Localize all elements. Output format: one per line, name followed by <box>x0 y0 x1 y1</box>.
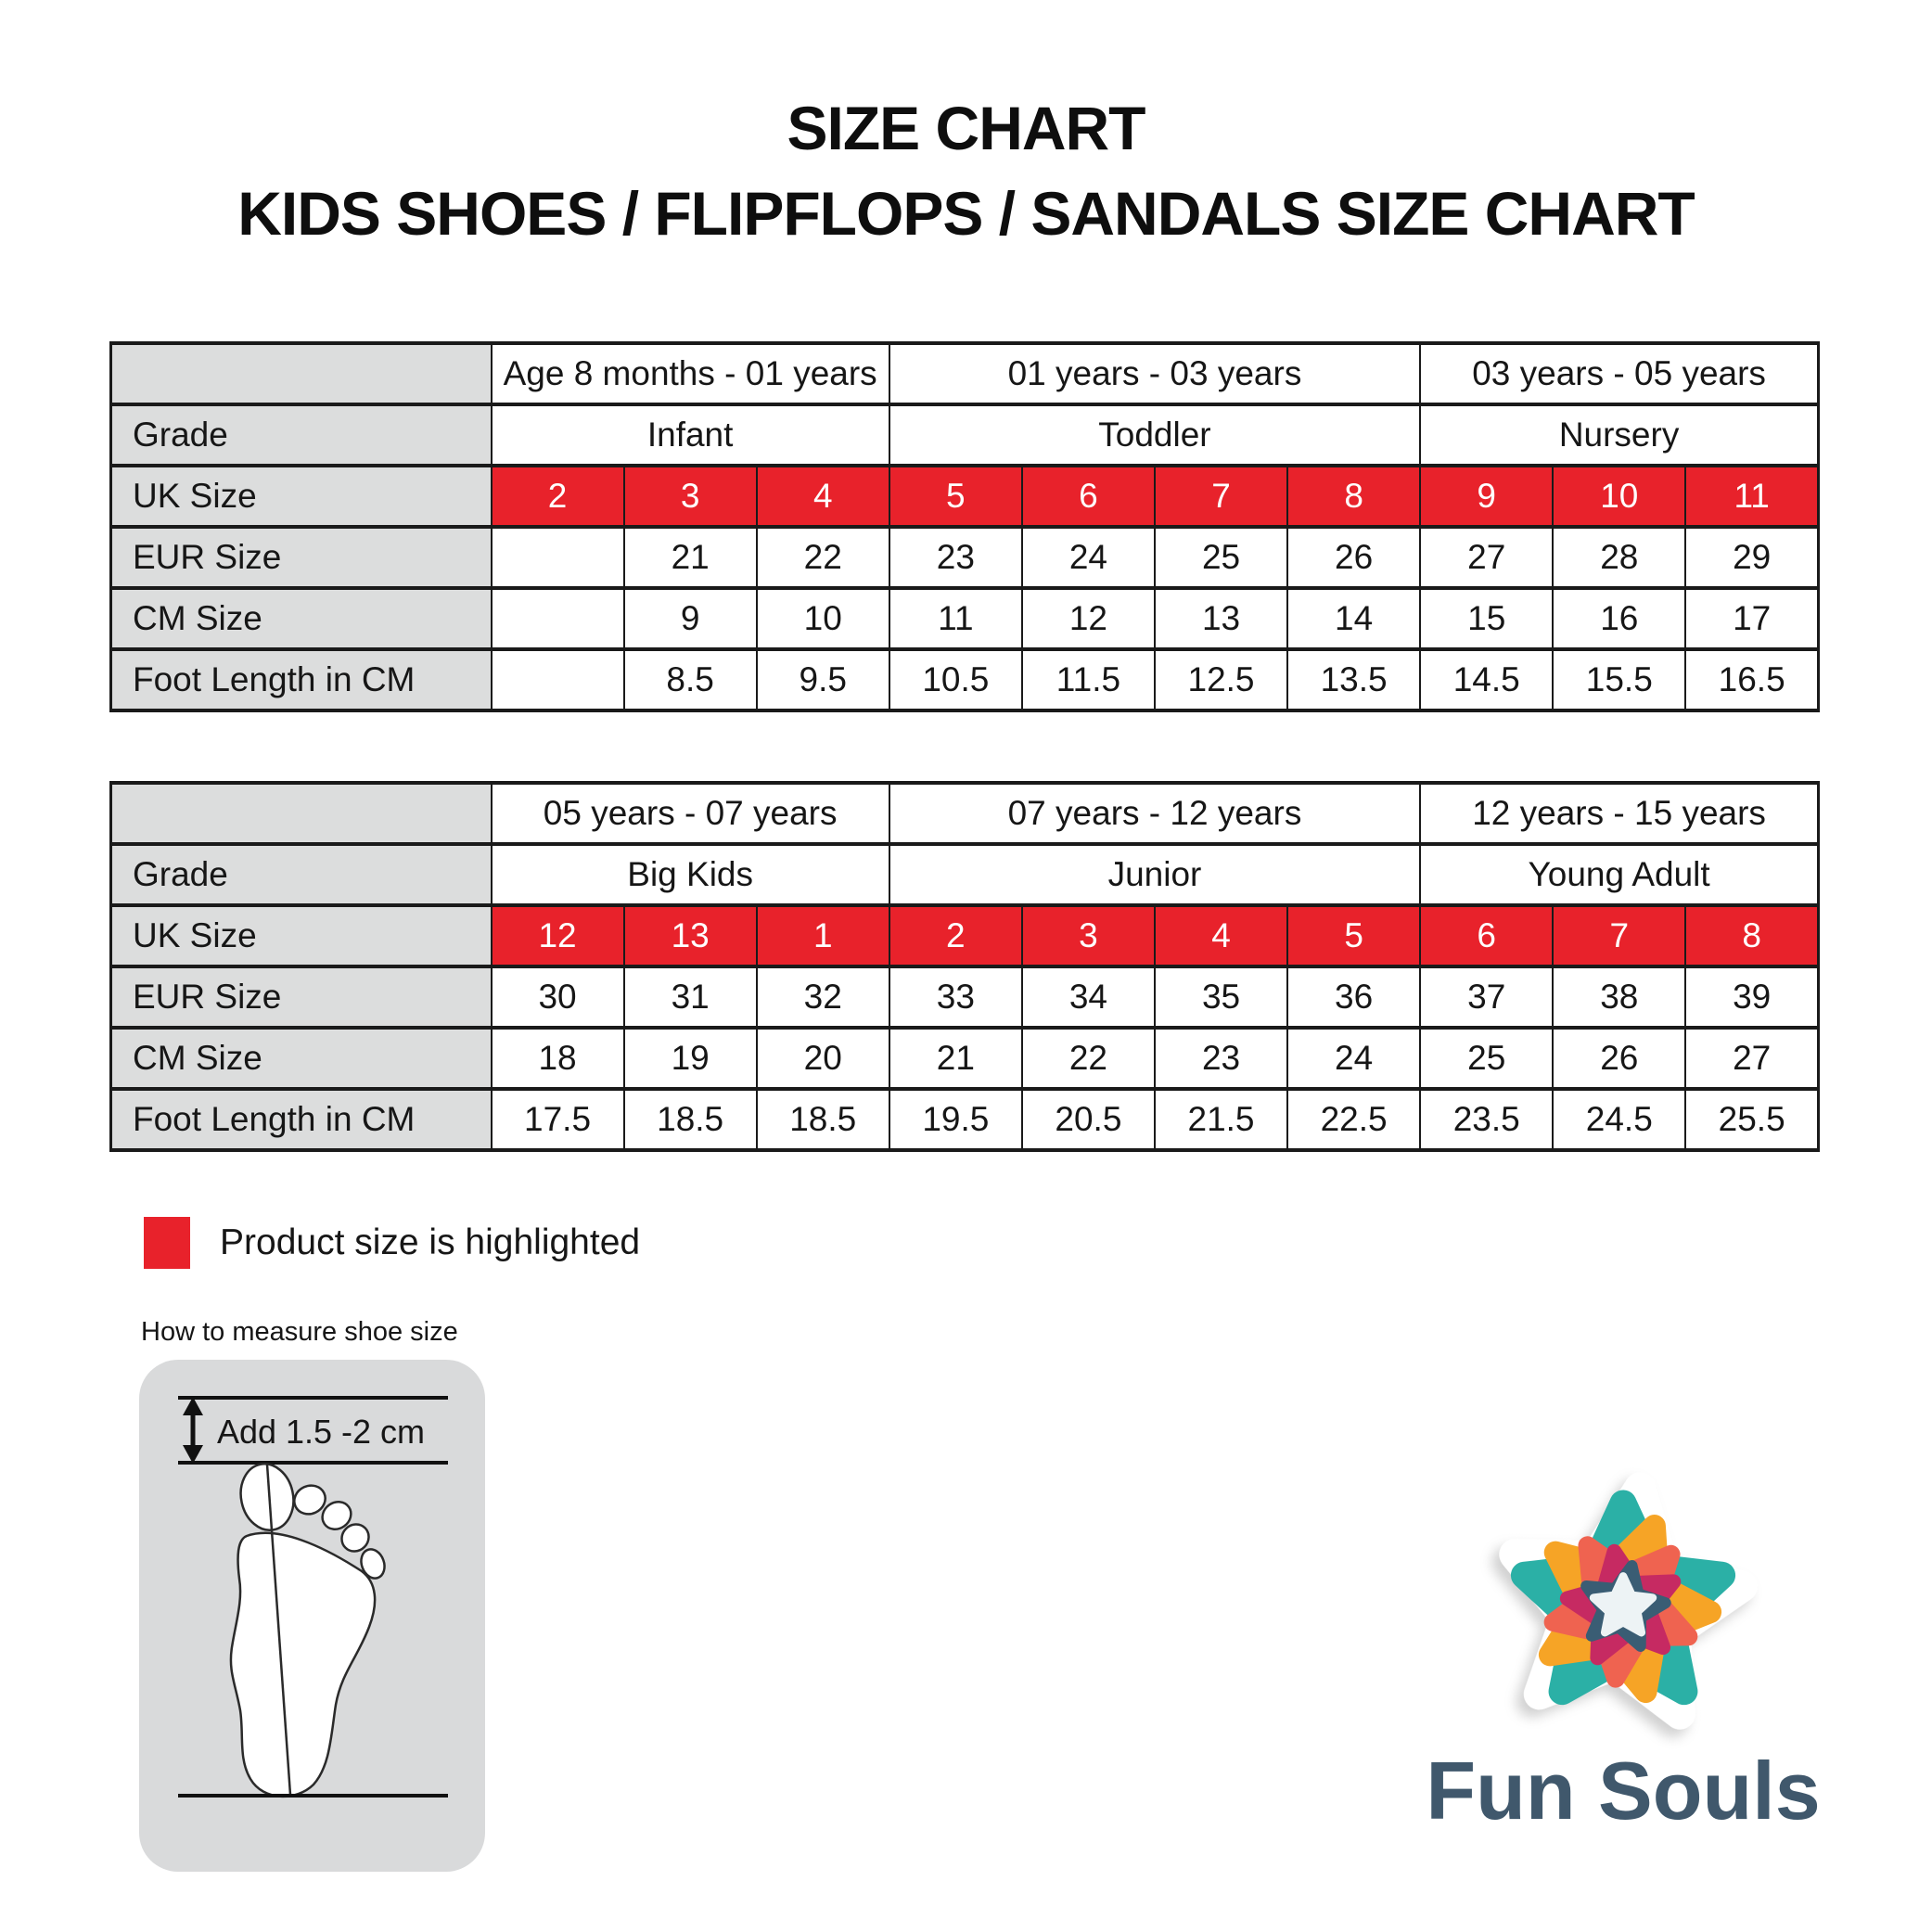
eur-size-cell: 22 <box>757 527 889 588</box>
foot-length-cell: 12.5 <box>1155 649 1287 710</box>
grade-cell: Nursery <box>1420 404 1818 466</box>
brand-wordmark: Fun Souls <box>1426 1745 1821 1836</box>
measure-diagram <box>139 1360 485 1872</box>
eur-size-cell: 38 <box>1553 966 1685 1028</box>
eur-size-cell: 25 <box>1155 527 1287 588</box>
row-label-cm: CM Size <box>111 588 492 649</box>
cm-size-cell: 23 <box>1155 1028 1287 1089</box>
uk-size-cell: 4 <box>757 466 889 527</box>
age-header-row <box>111 783 1819 844</box>
eur-size-cell: 30 <box>492 966 624 1028</box>
row-label-uk: UK Size <box>111 466 492 527</box>
eur-size-row <box>111 527 1819 588</box>
eur-size-cell: 34 <box>1022 966 1155 1028</box>
foot-length-cell: 18.5 <box>757 1089 889 1150</box>
row-label-grade: Grade <box>111 844 492 905</box>
measure-heading: How to measure shoe size <box>141 1317 458 1347</box>
age-group-cell: 01 years - 03 years <box>889 343 1420 404</box>
eur-size-row <box>111 966 1819 1028</box>
brand-star-logo-icon <box>1419 1442 1827 1762</box>
uk-size-cell: 11 <box>1685 466 1818 527</box>
eur-size-cell: 33 <box>889 966 1022 1028</box>
uk-size-cell: 10 <box>1553 466 1685 527</box>
uk-size-cell: 3 <box>1022 905 1155 966</box>
uk-size-cell: 7 <box>1155 466 1287 527</box>
cm-size-cell: 21 <box>889 1028 1022 1089</box>
cm-size-cell: 19 <box>624 1028 757 1089</box>
uk-size-cell: 3 <box>624 466 757 527</box>
highlight-swatch-icon <box>144 1217 190 1269</box>
cm-size-cell: 24 <box>1287 1028 1420 1089</box>
uk-size-cell: 6 <box>1022 466 1155 527</box>
uk-size-cell: 12 <box>492 905 624 966</box>
foot-length-cell: 8.5 <box>624 649 757 710</box>
foot-length-cell: 9.5 <box>757 649 889 710</box>
foot-length-cell <box>492 649 624 710</box>
foot-length-cell: 11.5 <box>1022 649 1155 710</box>
cm-size-cell: 10 <box>757 588 889 649</box>
cm-size-row <box>111 1028 1819 1089</box>
size-table-infant-toddler-nursery <box>109 341 1820 712</box>
row-label-eur: EUR Size <box>111 966 492 1028</box>
eur-size-cell: 23 <box>889 527 1022 588</box>
uk-size-cell: 8 <box>1287 466 1420 527</box>
corner-cell <box>111 783 492 844</box>
eur-size-cell: 35 <box>1155 966 1287 1028</box>
foot-measure-svg <box>139 1360 485 1872</box>
eur-size-cell: 31 <box>624 966 757 1028</box>
row-label-cm: CM Size <box>111 1028 492 1089</box>
grade-cell: Toddler <box>889 404 1420 466</box>
age-group-cell: 07 years - 12 years <box>889 783 1420 844</box>
foot-length-cell: 18.5 <box>624 1089 757 1150</box>
uk-size-cell: 2 <box>889 905 1022 966</box>
grade-cell: Infant <box>492 404 889 466</box>
foot-length-cell: 10.5 <box>889 649 1022 710</box>
age-group-cell: 12 years - 15 years <box>1420 783 1818 844</box>
foot-length-cell: 21.5 <box>1155 1089 1287 1150</box>
foot-length-row <box>111 1089 1819 1150</box>
uk-size-cell: 5 <box>889 466 1022 527</box>
age-group-cell: 03 years - 05 years <box>1420 343 1818 404</box>
eur-size-cell: 37 <box>1420 966 1553 1028</box>
uk-size-row <box>111 466 1819 527</box>
row-label-eur: EUR Size <box>111 527 492 588</box>
eur-size-cell: 28 <box>1553 527 1685 588</box>
cm-size-cell: 25 <box>1420 1028 1553 1089</box>
cm-size-row <box>111 588 1819 649</box>
grade-row <box>111 844 1819 905</box>
uk-size-cell: 1 <box>757 905 889 966</box>
row-label-foot: Foot Length in CM <box>111 1089 492 1150</box>
page-title <box>0 85 1932 256</box>
page-title-line2: KIDS SHOES / FLIPFLOPS / SANDALS SIZE CHART <box>237 179 1695 248</box>
cm-size-cell: 9 <box>624 588 757 649</box>
cm-size-cell: 18 <box>492 1028 624 1089</box>
legend-text: Product size is highlighted <box>220 1222 641 1262</box>
foot-length-cell: 17.5 <box>492 1089 624 1150</box>
row-label-uk: UK Size <box>111 905 492 966</box>
age-group-cell: 05 years - 07 years <box>492 783 889 844</box>
uk-size-cell: 9 <box>1420 466 1553 527</box>
foot-length-cell: 25.5 <box>1685 1089 1818 1150</box>
eur-size-cell <box>492 527 624 588</box>
foot-length-cell: 14.5 <box>1420 649 1553 710</box>
uk-size-cell: 5 <box>1287 905 1420 966</box>
uk-size-row <box>111 905 1819 966</box>
foot-outline <box>231 1533 375 1797</box>
cm-size-cell: 26 <box>1553 1028 1685 1089</box>
grade-cell: Young Adult <box>1420 844 1818 905</box>
foot-length-cell: 22.5 <box>1287 1089 1420 1150</box>
eur-size-cell: 26 <box>1287 527 1420 588</box>
cm-size-cell: 27 <box>1685 1028 1818 1089</box>
vertical-arrow-icon <box>183 1397 203 1464</box>
foot-length-cell: 23.5 <box>1420 1089 1553 1150</box>
cm-size-cell <box>492 588 624 649</box>
cm-size-cell: 17 <box>1685 588 1818 649</box>
eur-size-cell: 21 <box>624 527 757 588</box>
uk-size-cell: 7 <box>1553 905 1685 966</box>
corner-cell <box>111 343 492 404</box>
cm-size-cell: 22 <box>1022 1028 1155 1089</box>
foot-length-cell: 24.5 <box>1553 1089 1685 1150</box>
size-table-bigkids-junior-youngadult <box>109 781 1820 1152</box>
cm-size-cell: 14 <box>1287 588 1420 649</box>
uk-size-cell: 13 <box>624 905 757 966</box>
foot-length-cell: 16.5 <box>1685 649 1818 710</box>
footprint-diagram <box>231 1459 389 1797</box>
foot-length-cell: 20.5 <box>1022 1089 1155 1150</box>
cm-size-cell: 15 <box>1420 588 1553 649</box>
eur-size-cell: 27 <box>1420 527 1553 588</box>
cm-size-cell: 16 <box>1553 588 1685 649</box>
cm-size-cell: 12 <box>1022 588 1155 649</box>
grade-cell: Big Kids <box>492 844 889 905</box>
eur-size-cell: 39 <box>1685 966 1818 1028</box>
uk-size-cell: 4 <box>1155 905 1287 966</box>
cm-size-cell: 11 <box>889 588 1022 649</box>
age-header-row <box>111 343 1819 404</box>
row-label-grade: Grade <box>111 404 492 466</box>
foot-length-cell: 19.5 <box>889 1089 1022 1150</box>
eur-size-cell: 36 <box>1287 966 1420 1028</box>
age-group-cell: Age 8 months - 01 years <box>492 343 889 404</box>
grade-row <box>111 404 1819 466</box>
uk-size-cell: 8 <box>1685 905 1818 966</box>
highlight-legend <box>144 1217 640 1269</box>
uk-size-cell: 6 <box>1420 905 1553 966</box>
grade-cell: Junior <box>889 844 1420 905</box>
eur-size-cell: 32 <box>757 966 889 1028</box>
foot-length-cell: 15.5 <box>1553 649 1685 710</box>
eur-size-cell: 24 <box>1022 527 1155 588</box>
cm-size-cell: 13 <box>1155 588 1287 649</box>
uk-size-cell: 2 <box>492 466 624 527</box>
foot-length-row <box>111 649 1819 710</box>
row-label-foot: Foot Length in CM <box>111 649 492 710</box>
cm-size-cell: 20 <box>757 1028 889 1089</box>
eur-size-cell: 29 <box>1685 527 1818 588</box>
page-title-line1: SIZE CHART <box>787 94 1145 162</box>
measure-note: Add 1.5 -2 cm <box>216 1413 426 1451</box>
foot-length-cell: 13.5 <box>1287 649 1420 710</box>
